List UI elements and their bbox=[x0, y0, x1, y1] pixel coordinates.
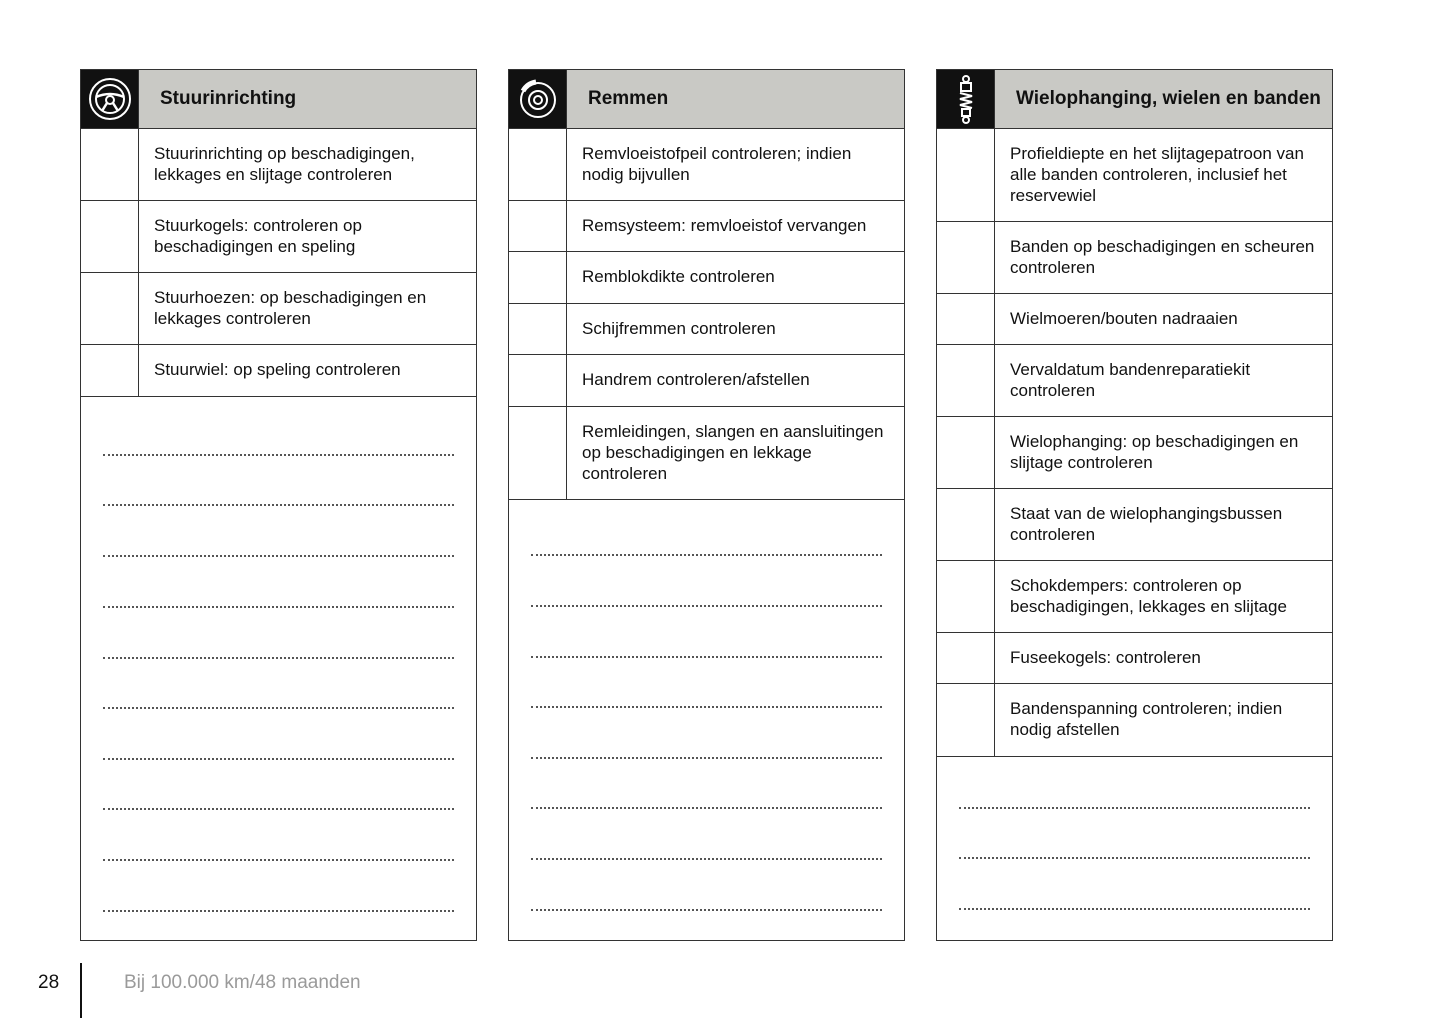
section-steering bbox=[80, 69, 477, 941]
section-title: Wielophanging, wielen en banden bbox=[995, 70, 1332, 128]
note-line bbox=[103, 555, 454, 557]
note-line bbox=[103, 910, 454, 912]
checklist-row bbox=[81, 129, 476, 201]
check-cell[interactable] bbox=[509, 201, 567, 251]
task-text: Schokdempers: controleren op beschadigingen, lekkages en slijtage bbox=[1010, 576, 1287, 616]
checklist-row bbox=[509, 355, 904, 407]
checklist-row bbox=[937, 489, 1332, 561]
shock-absorber-icon bbox=[937, 70, 995, 128]
note-line bbox=[103, 504, 454, 506]
brake-disc-icon bbox=[509, 70, 567, 128]
task-text: Schijfremmen controleren bbox=[582, 319, 776, 338]
task-text: Fuseekogels: controleren bbox=[1010, 648, 1201, 667]
check-cell[interactable] bbox=[509, 129, 567, 200]
note-line bbox=[959, 807, 1310, 809]
checklist-row bbox=[937, 417, 1332, 489]
checklist-row bbox=[937, 129, 1332, 222]
note-line bbox=[103, 454, 454, 456]
note-line bbox=[103, 859, 454, 861]
note-line bbox=[103, 707, 454, 709]
check-cell[interactable] bbox=[509, 355, 567, 406]
task-text: Bandenspanning controleren; indien nodig afstellen bbox=[1010, 699, 1283, 739]
checklist-row bbox=[509, 201, 904, 252]
check-cell[interactable] bbox=[937, 417, 995, 488]
note-line bbox=[959, 857, 1310, 859]
check-cell[interactable] bbox=[937, 684, 995, 756]
task-text: Remblokdikte controleren bbox=[582, 267, 775, 286]
note-line bbox=[531, 706, 882, 708]
check-cell[interactable] bbox=[937, 345, 995, 416]
check-cell[interactable] bbox=[937, 633, 995, 683]
section-suspension bbox=[936, 69, 1333, 941]
steering-wheel-icon bbox=[81, 70, 139, 128]
note-line bbox=[531, 757, 882, 759]
checklist-row bbox=[509, 129, 904, 201]
checklist-row bbox=[81, 345, 476, 397]
page-number: 28 bbox=[38, 972, 60, 993]
note-line bbox=[531, 656, 882, 658]
check-cell[interactable] bbox=[937, 222, 995, 293]
checklist-row bbox=[937, 684, 1332, 757]
task-text: Stuurinrichting op beschadigingen, lekkages en slijtage controleren bbox=[154, 144, 415, 184]
task-text: Remvloeistofpeil controleren; indien nodig bijvullen bbox=[582, 144, 852, 184]
task-text: Wielophanging: op beschadigingen en slijtage controleren bbox=[1010, 432, 1299, 472]
note-line bbox=[531, 858, 882, 860]
check-cell[interactable] bbox=[937, 129, 995, 221]
task-text: Remleidingen, slangen en aansluitingen op beschadigingen en lekkage controleren bbox=[582, 422, 884, 483]
checklist-row bbox=[509, 304, 904, 355]
checklist-row bbox=[937, 294, 1332, 345]
note-line bbox=[959, 908, 1310, 910]
task-text: Handrem controleren/afstellen bbox=[582, 370, 810, 389]
section-header bbox=[937, 70, 1332, 129]
note-line bbox=[103, 808, 454, 810]
checklist-row bbox=[81, 273, 476, 345]
section-title: Remmen bbox=[567, 70, 904, 128]
task-text: Remsysteem: remvloeistof vervangen bbox=[582, 216, 867, 235]
footer-divider bbox=[80, 963, 82, 1018]
check-cell[interactable] bbox=[81, 273, 139, 344]
task-text: Banden op beschadigingen en scheuren controleren bbox=[1010, 237, 1315, 277]
task-text: Staat van de wielophangingsbussen controleren bbox=[1010, 504, 1283, 544]
section-brakes bbox=[508, 69, 905, 941]
checklist-row bbox=[937, 345, 1332, 417]
task-text: Wielmoeren/bouten nadraaien bbox=[1010, 309, 1238, 328]
check-cell[interactable] bbox=[81, 201, 139, 272]
checklist-row bbox=[81, 201, 476, 273]
check-cell[interactable] bbox=[509, 407, 567, 499]
note-line bbox=[103, 758, 454, 760]
task-text: Stuurkogels: controleren op beschadigingen en speling bbox=[154, 216, 362, 256]
check-cell[interactable] bbox=[937, 294, 995, 344]
task-text: Stuurhoezen: op beschadigingen en lekkages controleren bbox=[154, 288, 427, 328]
checklist-row bbox=[937, 222, 1332, 294]
task-text: Stuurwiel: op speling controleren bbox=[154, 360, 401, 379]
check-cell[interactable] bbox=[81, 345, 139, 396]
checklist-row bbox=[937, 633, 1332, 684]
check-cell[interactable] bbox=[509, 252, 567, 303]
maintenance-interval: Bij 100.000 km/48 maanden bbox=[124, 972, 361, 993]
note-line bbox=[531, 807, 882, 809]
note-line bbox=[531, 554, 882, 556]
note-line bbox=[531, 605, 882, 607]
section-header bbox=[509, 70, 904, 129]
checklist-row bbox=[937, 561, 1332, 633]
check-cell[interactable] bbox=[937, 561, 995, 632]
check-cell[interactable] bbox=[937, 489, 995, 560]
section-title: Stuurinrichting bbox=[139, 70, 476, 128]
checklist-row bbox=[509, 407, 904, 500]
note-line bbox=[103, 657, 454, 659]
checklist-row bbox=[509, 252, 904, 304]
check-cell[interactable] bbox=[509, 304, 567, 354]
check-cell[interactable] bbox=[81, 129, 139, 200]
section-header bbox=[81, 70, 476, 129]
task-text: Profieldiepte en het slijtagepatroon van alle banden controleren, inclusief het reservewiel bbox=[1010, 144, 1304, 205]
note-line bbox=[531, 909, 882, 911]
task-text: Vervaldatum bandenreparatiekit controleren bbox=[1010, 360, 1251, 400]
note-line bbox=[103, 606, 454, 608]
